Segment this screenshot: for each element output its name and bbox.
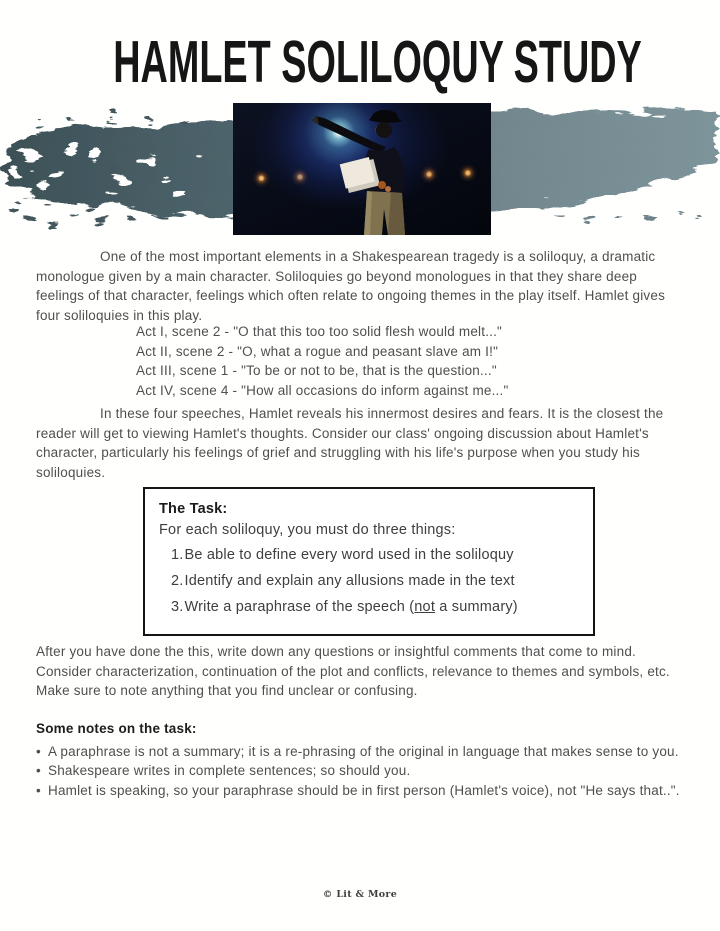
act-line: Act II, scene 2 - "O, what a rogue and peasant slave am I!"	[136, 343, 499, 359]
actor-silhouette	[233, 103, 491, 235]
note-bullet-2	[36, 761, 688, 781]
task-item-2	[159, 568, 581, 594]
task-box	[143, 487, 595, 636]
notes-heading: Some notes on the task:	[36, 721, 197, 736]
note-bullet-1	[36, 742, 688, 762]
task-box-heading: The Task:	[159, 501, 228, 517]
bullet-icon: •	[36, 782, 41, 798]
task-item-text: Identify and explain any allusions made in the text	[184, 573, 515, 589]
note-bullet-text: A paraphrase is not a summary; it is a re-phrasing of the original in language that makes sense to you.	[48, 743, 679, 759]
page-title: HAMLET SOLILOQUY STUDY	[113, 29, 642, 96]
task-item-1	[159, 542, 581, 568]
intro-paragraph-2: In these four speeches, Hamlet reveals his innermost desires and fears. It is the closest the reader will get to viewing Hamlet's thoughts. Consider our class' ongoing discussion about Hamlet's character, particularly his feelings of grief and struggling with his life's purpose when you study his soliloquies.	[36, 406, 664, 480]
note-bullet-3	[36, 781, 688, 801]
after-task-paragraph: After you have done the this, write down any questions or insightful comments that come to mind. Consider characterization, continuation of the plot and conflicts, relevance to themes and symbols, etc. Make sure to note anything that you find unclear or confusing.	[36, 644, 678, 698]
footer-credit: © Lit & More	[322, 889, 398, 900]
task-item-text-suffix: a summary)	[435, 599, 518, 615]
bullet-icon: •	[36, 763, 41, 778]
title-wrap	[0, 28, 720, 96]
notes-section	[36, 719, 688, 800]
bullet-icon: •	[36, 743, 41, 759]
soliloquy-act-list	[136, 322, 696, 400]
task-item-text-prefix: Write a paraphrase of the speech (	[184, 599, 415, 615]
task-item-3	[159, 594, 581, 620]
intro-paragraph-1: One of the most important elements in a Shakespearean tragedy is a soliloquy, a dramatic monologue given by a main character. Soliloquies go beyond monologues in that they share deep feelings of that character, feelings which often relate to ongoing themes in the play itself. Hamlet gives four soliloquies in this play.	[36, 249, 666, 323]
task-item-number: 1.	[171, 547, 184, 563]
note-bullet-text: Shakespeare writes in complete sentences; so should you.	[48, 763, 411, 778]
act-line: Act IV, scene 4 - "How all occasions do inform against me..."	[136, 382, 509, 398]
task-item-underlined-word: not	[414, 599, 436, 615]
note-bullet-text: Hamlet is speaking, so your paraphrase should be in first person (Hamlet's voice), not "He says that..".	[48, 782, 680, 798]
task-item-number: 2.	[171, 573, 184, 589]
task-item-text: Be able to define every word used in the soliloquy	[184, 547, 514, 563]
task-item-number: 3.	[171, 599, 184, 615]
act-line: Act I, scene 2 - "O that this too too solid flesh would melt..."	[136, 324, 503, 339]
stage-photo	[233, 103, 491, 235]
task-box-intro: For each soliloquy, you must do three things:	[159, 522, 456, 538]
act-line: Act III, scene 1 - "To be or not to be, that is the question..."	[136, 363, 497, 378]
